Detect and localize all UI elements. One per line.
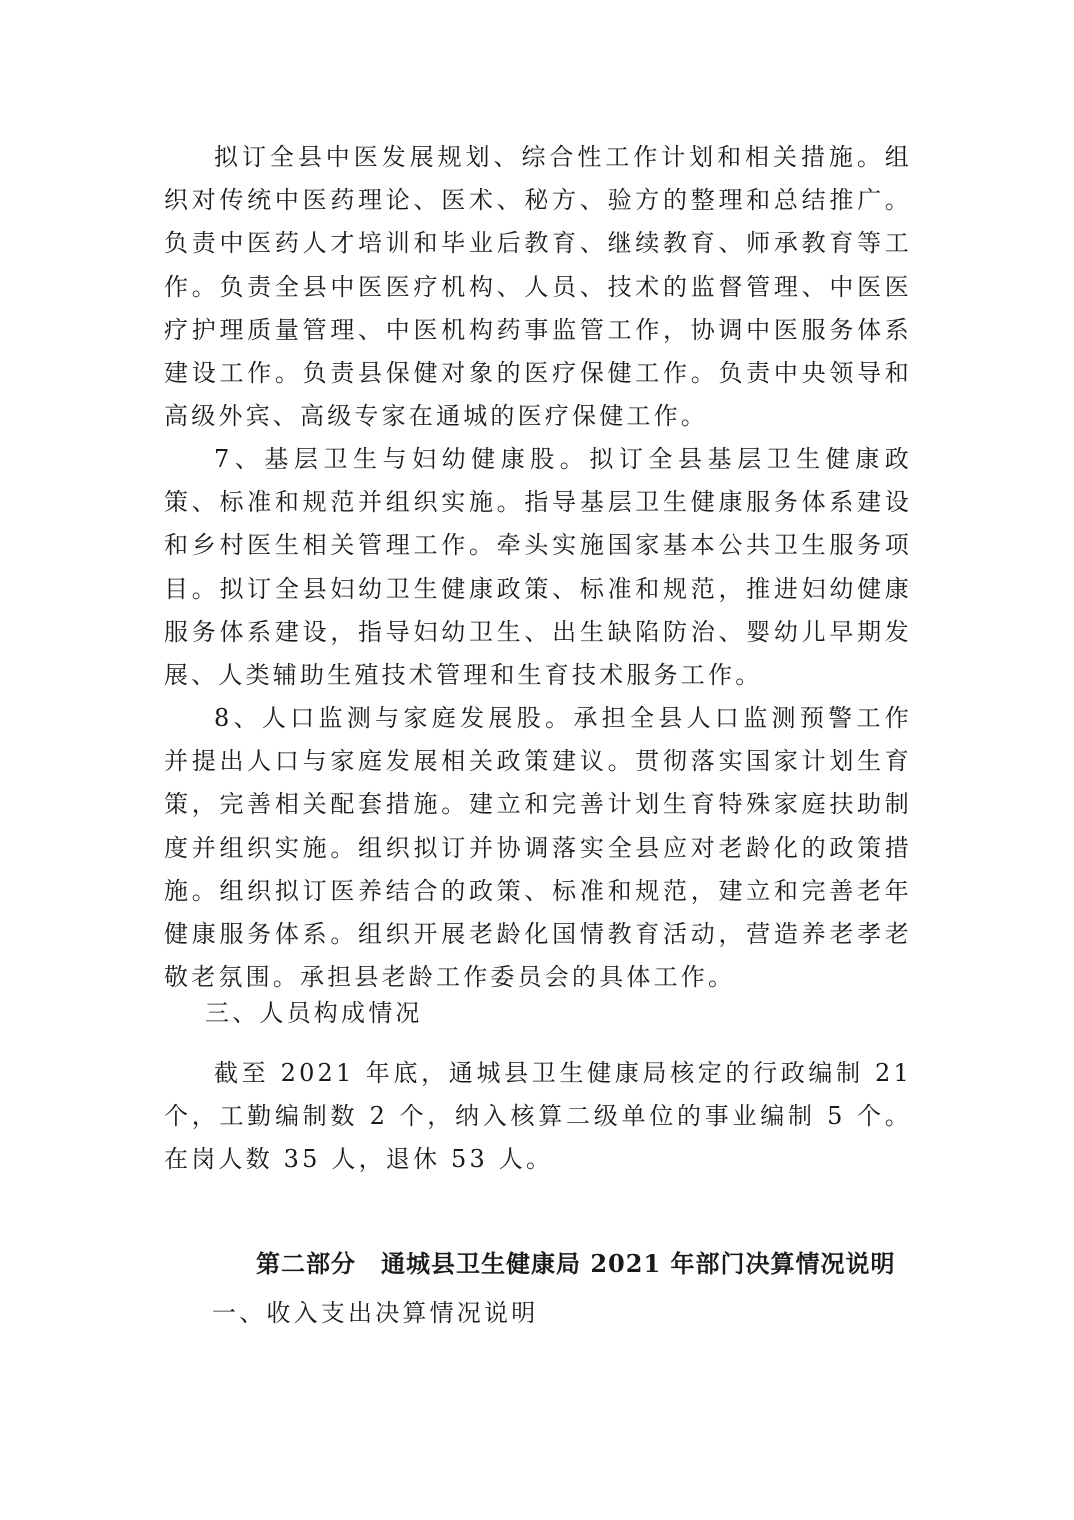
paragraph-tcm-duties: 拟订全县中医发展规划、综合性工作计划和相关措施。组织对传统中医药理论、医术、秘方、验方的整理和总结推广。负责中医药人才培训和毕业后教育、继续教育、师承教育等工作。负责全县中医医疗机构、人员、技术的监督管理、中医医疗护理质量管理、中医机构药事监管工作，协调中医服务体系建设工作。负责县保健对象的医疗保健工作。负责中央领导和高级外宾、高级专家在通城的医疗保健工作。: [164, 143, 912, 431]
heading-staffing: 三、人员构成情况: [205, 999, 423, 1027]
paragraph-staffing-details: 截至 2021 年底，通城县卫生健康局核定的行政编制 21 个，工勤编制数 2 个，纳入核算二级单位的事业编制 5 个。在岗人数 35 人，退休 53 人。: [164, 1059, 912, 1174]
paragraph-population-family-development: 8、人口监测与家庭发展股。承担全县人口监测预警工作并提出人口与家庭发展相关政策建议。贯彻落实国家计划生育策，完善相关配套措施。建立和完善计划生育特殊家庭扶助制度并组织实施。组织拟订并协调落实全县应对老龄化的政策措施。组织拟订医养结合的政策、标准和规范，建立和完善老年健康服务体系。组织开展老龄化国情教育活动，营造养老孝老敬老氛围。承担县老龄工作委员会的具体工作。: [164, 704, 912, 992]
section-title-part-two: 第二部分 通城县卫生健康局 2021 年部门决算情况说明: [256, 1249, 896, 1278]
heading-income-expense: 一、收入支出决算情况说明: [212, 1299, 539, 1327]
paragraph-primary-care-maternal-child: 7、基层卫生与妇幼健康股。拟订全县基层卫生健康政策、标准和规范并组织实施。指导基层卫生健康服务体系建设和乡村医生相关管理工作。牵头实施国家基本公共卫生服务项目。拟订全县妇幼卫生健康政策、标准和规范，推进妇幼健康服务体系建设，指导妇幼卫生、出生缺陷防治、婴幼儿早期发展、人类辅助生殖技术管理和生育技术服务工作。: [164, 445, 912, 690]
